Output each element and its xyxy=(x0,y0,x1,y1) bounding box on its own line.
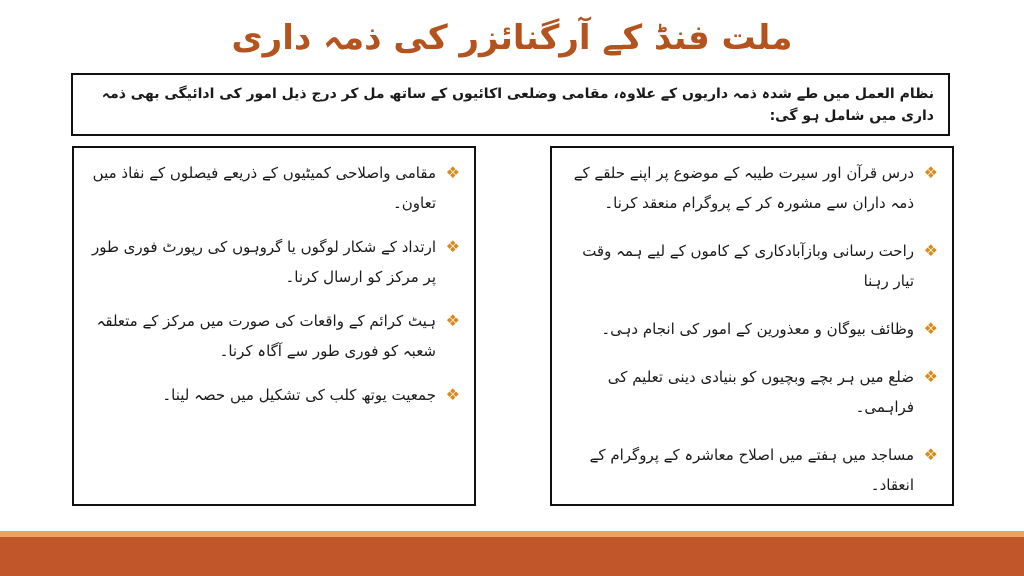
slide-title: ملت فنڈ کے آرگنائزر کی ذمہ داری xyxy=(231,18,793,58)
list-item xyxy=(566,158,938,218)
list-item-text: مقامی واصلاحی کمیٹیوں کے ذریعے فیصلوں کے نفاذ میں تعاون۔ xyxy=(92,164,436,212)
list-item xyxy=(566,440,938,500)
list-item-text: مساجد میں ہفتے میں اصلاح معاشرہ کے پروگرام کے انعقاد۔ xyxy=(589,446,914,494)
list-item xyxy=(88,380,460,410)
list-item xyxy=(566,314,938,344)
diamond-bullet-icon: ❖ xyxy=(445,237,460,256)
diamond-bullet-icon: ❖ xyxy=(445,163,460,182)
list-item xyxy=(88,158,460,218)
intro-text: نظام العمل میں طے شدہ ذمہ داریوں کے علاوہ، مقامی وضلعی اکائیوں کے ساتھ مل کر درج ذیل امور کی ادائیگی بھی ذمہ داری میں شامل ہو گی: xyxy=(101,86,934,124)
list-item-text: ضلع میں ہر بچے وبچیوں کو بنیادی دینی تعلیم کی فراہمی۔ xyxy=(607,368,914,416)
diamond-bullet-icon: ❖ xyxy=(923,445,938,464)
diamond-bullet-icon: ❖ xyxy=(445,385,460,404)
right-bullet-list xyxy=(566,158,938,500)
list-item-text: ہیٹ کرائم کے واقعات کی صورت میں مرکز کے متعلقہ شعبہ کو فوری طور سے آگاہ کرنا۔ xyxy=(96,312,436,360)
diamond-bullet-icon: ❖ xyxy=(923,163,938,182)
list-item xyxy=(566,362,938,422)
footer-bar xyxy=(0,537,1024,576)
left-column-box xyxy=(72,146,476,506)
diamond-bullet-icon: ❖ xyxy=(923,319,938,338)
diamond-bullet-icon: ❖ xyxy=(445,311,460,330)
intro-box xyxy=(71,73,950,136)
list-item-text: وظائف بیوگان و معذورین کے امور کی انجام دہی۔ xyxy=(601,320,914,338)
list-item xyxy=(88,306,460,366)
diamond-bullet-icon: ❖ xyxy=(923,367,938,386)
list-item-text: درس قرآن اور سیرت طیبہ کے موضوع پر اپنے حلقے کے ذمہ داران سے مشورہ کر کے پروگرام منعقد کرنا۔ xyxy=(573,164,914,212)
list-item xyxy=(566,236,938,296)
list-item-text: جمعیت یوتھ کلب کی تشکیل میں حصہ لینا۔ xyxy=(162,386,436,404)
list-item-text: راحت رسانی وبازآبادکاری کے کاموں کے لیے ہمہ وقت تیار رہنا xyxy=(582,242,914,290)
list-item-text: ارتداد کے شکار لوگوں یا گروہوں کی رپورٹ فوری طور پر مرکز کو ارسال کرنا۔ xyxy=(91,238,436,286)
diamond-bullet-icon: ❖ xyxy=(923,241,938,260)
list-item xyxy=(88,232,460,292)
left-bullet-list xyxy=(88,158,460,410)
right-column-box xyxy=(550,146,954,506)
